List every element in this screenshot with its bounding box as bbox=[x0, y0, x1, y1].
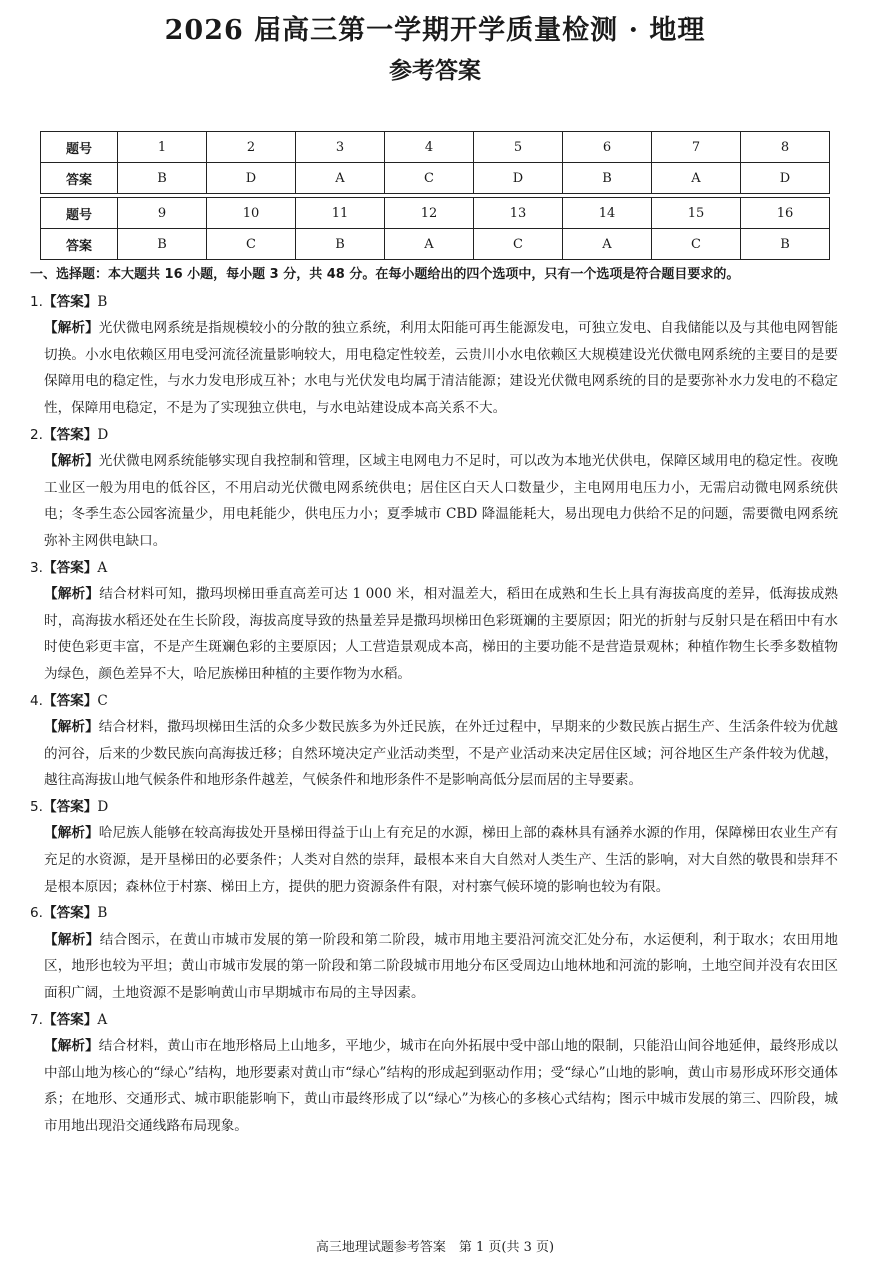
question-number-row-cell: 7 bbox=[652, 132, 741, 163]
question-number-row-cell: 2 bbox=[207, 132, 296, 163]
analysis-tag: 【解析】 bbox=[44, 1038, 99, 1055]
answer-row-cell: C bbox=[652, 229, 741, 260]
question-number-row bbox=[41, 198, 830, 229]
answer-line bbox=[30, 1007, 838, 1034]
question-number-row-cell: 11 bbox=[296, 198, 385, 229]
answer-value: B bbox=[97, 905, 108, 922]
analysis-text: 结合图示，在黄山市城市发展的第一阶段和第二阶段，城市用地主要沿河流交汇处分布，水运便利，利于取水；农田用地区，地形也较为平坦；黄山市城市发展的第一阶段和第二阶段城市用地分布区受周边山地林地和河流的影响，土地空间并没有农田区面积广阔，土地资源不是影响黄山市早期城市布局的主导因素。 bbox=[44, 931, 839, 1002]
answer-line bbox=[30, 422, 838, 449]
answer-tag: 【答案】 bbox=[42, 905, 98, 922]
answer-row-cell: C bbox=[385, 163, 474, 194]
analysis-paragraph bbox=[30, 714, 838, 794]
analysis-tag: 【解析】 bbox=[44, 586, 100, 603]
answer-table-body bbox=[41, 132, 830, 260]
question-number-row-cell: 3 bbox=[296, 132, 385, 163]
answer-value: D bbox=[97, 798, 109, 815]
analysis-text: 结合材料，黄山市在地形格局上山地多，平地少，城市在向外拓展中受中部山地的限制，只能沿山间谷地延伸，最终形成以中部山地为核心的“绿心”结构，地形要素对黄山市“绿心”结构的形成起到驱动作用；受“绿心”山地的影响，黄山市易形成环形交通体系；在地形、交通形式、城市职能影响下，黄山市最终形成了以“绿心”为核心的多核心式结构；图示中城市发展的第三、四阶段，城市用地出现沿交通线路布局现象。 bbox=[44, 1038, 838, 1134]
question-number: 5. bbox=[30, 798, 43, 815]
answer-line bbox=[30, 688, 838, 715]
answer-row-cell: C bbox=[207, 229, 296, 260]
question-number-row-cell: 13 bbox=[474, 198, 563, 229]
answer-tag: 【答案】 bbox=[42, 426, 98, 443]
question-number: 3. bbox=[30, 559, 43, 576]
answer-row-cell: A bbox=[385, 229, 474, 260]
question-number-row-label: 题号 bbox=[41, 132, 118, 163]
answer-row-cell: A bbox=[296, 163, 385, 194]
question-number-row-label: 题号 bbox=[41, 198, 118, 229]
analysis-paragraph bbox=[30, 820, 838, 900]
page-subtitle: 参考答案 bbox=[389, 57, 481, 84]
analysis-tag: 【解析】 bbox=[44, 320, 99, 337]
analysis-text: 光伏微电网系统是指规模较小的分散的独立系统，利用太阳能可再生能源发电，可独立发电、自我储能以及与其他电网智能切换。小水电依赖区用电受河流径流量影响较大，用电稳定性较差，云贵川小水电依赖区大规模建设光伏微电网系统的主要目的是要保障用电的稳定性，与水力发电形成互补；水电与光伏发电均属于清洁能源；建设光伏微电网系统的目的是要弥补水力发电的不稳定性，保障用电稳定，不是为了实现独立供电，与水电站建设成本高关系不大。 bbox=[44, 320, 838, 416]
answer-row-cell: D bbox=[741, 163, 830, 194]
answer-row bbox=[41, 163, 830, 194]
answer-tag: 【答案】 bbox=[42, 293, 98, 310]
question-number: 7. bbox=[30, 1011, 43, 1028]
analysis-paragraph bbox=[30, 927, 838, 1007]
answer-tag: 【答案】 bbox=[42, 692, 98, 709]
analysis-text: 结合材料可知，撒玛坝梯田垂直高差可达 1 000 米，相对温差大，稻田在成熟和生长上具有海拔高度的差异，低海拔成熟时，高海拔水稻还处在生长阶段，海拔高度导致的热量差异是撒玛坝梯田色彩斑斓的主要原因；阳光的折射与反射只是在稻田中有水时使色彩更丰富，不是产生斑斓色彩的主要原因；人工营造景观成本高，梯田的主要功能不是营造景观林；种植作物生长季多数植物为绿色，颜色差异不大，哈尼族梯田种植的主要作物为水稻。 bbox=[44, 586, 838, 682]
answer-value: A bbox=[97, 1011, 108, 1028]
question-number-row-cell: 16 bbox=[741, 198, 830, 229]
answer-row-label: 答案 bbox=[41, 163, 118, 194]
answer-line bbox=[30, 555, 838, 582]
answer-items bbox=[30, 289, 838, 1140]
analysis-paragraph bbox=[30, 315, 838, 421]
answer-value: A bbox=[97, 559, 108, 576]
answer-table bbox=[40, 131, 830, 260]
analysis-paragraph bbox=[30, 581, 838, 687]
question-number-row-cell: 15 bbox=[652, 198, 741, 229]
answer-row-cell: B bbox=[118, 229, 207, 260]
question-number-row-cell: 6 bbox=[563, 132, 652, 163]
question-number: 1. bbox=[30, 293, 43, 310]
answer-row-cell: A bbox=[563, 229, 652, 260]
answer-value: D bbox=[97, 426, 109, 443]
answer-row bbox=[41, 229, 830, 260]
question-number-row bbox=[41, 132, 830, 163]
analysis-tag: 【解析】 bbox=[44, 825, 99, 842]
analysis-paragraph bbox=[30, 448, 838, 554]
answer-row-cell: D bbox=[474, 163, 563, 194]
question-number-row-cell: 10 bbox=[207, 198, 296, 229]
answer-row-cell: D bbox=[207, 163, 296, 194]
answer-row-cell: B bbox=[741, 229, 830, 260]
question-number-row-cell: 14 bbox=[563, 198, 652, 229]
question-number-row-cell: 5 bbox=[474, 132, 563, 163]
answer-row-cell: B bbox=[296, 229, 385, 260]
analysis-text: 结合材料，撒玛坝梯田生活的众多少数民族多为外迁民族，在外迁过程中，早期来的少数民族占据生产、生活条件较为优越的河谷，后来的少数民族向高海拔迁移；自然环境决定产业活动类型，不是产业活动来决定居住区域；河谷地区生产条件较为优越，越往高海拔山地气候条件和地形条件越差，气候条件和地形条件不是影响高低分层而居的主导要素。 bbox=[44, 719, 838, 789]
question-number-row-cell: 8 bbox=[741, 132, 830, 163]
analysis-tag: 【解析】 bbox=[44, 719, 99, 736]
answer-row-cell: C bbox=[474, 229, 563, 260]
analysis-paragraph bbox=[30, 1033, 838, 1139]
question-number: 2. bbox=[30, 426, 43, 443]
analysis-text: 光伏微电网系统能够实现自我控制和管理，区域主电网电力不足时，可以改为本地光伏供电，保障区域用电的稳定性。夜晚工业区一般为用电的低谷区，不用启动光伏微电网系统供电；居住区白天人口数量少，主电网用电压力小，无需启动微电网系统供电；冬季生态公园客流量少，用电耗能少，供电压力小；夏季城市 CBD 降温能耗大，易出现电力供给不足的问题，需要微电网系统弥补主网供电缺口。 bbox=[44, 453, 838, 549]
question-number-row-cell: 12 bbox=[385, 198, 474, 229]
analysis-tag: 【解析】 bbox=[44, 931, 100, 948]
question-number-row-cell: 9 bbox=[118, 198, 207, 229]
question-number-row-cell: 1 bbox=[118, 132, 207, 163]
answer-value: C bbox=[97, 692, 108, 709]
answer-line bbox=[30, 794, 838, 821]
answer-line bbox=[30, 289, 838, 316]
analysis-text: 哈尼族人能够在较高海拔处开垦梯田得益于山上有充足的水源，梯田上部的森林具有涵养水源的作用，保障梯田农业生产有充足的水资源，是开垦梯田的必要条件；人类对自然的崇拜，最根本来自大自然对人类生产、生活的影响，对大自然的敬畏和崇拜不是根本原因；森林位于村寨、梯田上方，提供的肥力资源条件有限，对村寨气候环境的影响也较为有限。 bbox=[44, 825, 838, 895]
analysis-tag: 【解析】 bbox=[44, 453, 99, 470]
question-number: 6. bbox=[30, 905, 43, 922]
answer-tag: 【答案】 bbox=[42, 1011, 98, 1028]
question-number: 4. bbox=[30, 692, 43, 709]
answer-row-cell: B bbox=[118, 163, 207, 194]
answer-line bbox=[30, 900, 838, 927]
question-number-row-cell: 4 bbox=[385, 132, 474, 163]
answer-value: B bbox=[97, 293, 108, 310]
answer-content bbox=[30, 262, 838, 1140]
page-title: 2026 届高三第一学期开学质量检测 · 地理 bbox=[164, 15, 706, 46]
answer-row-label: 答案 bbox=[41, 229, 118, 260]
answer-row-cell: B bbox=[563, 163, 652, 194]
answer-tag: 【答案】 bbox=[42, 798, 98, 815]
answer-row-cell: A bbox=[652, 163, 741, 194]
answer-tag: 【答案】 bbox=[42, 559, 98, 576]
page-footer: 高三地理试题参考答案 第 1 页(共 3 页) bbox=[315, 1240, 555, 1255]
section-heading: 一、选择题：本大题共 16 小题，每小题 3 分，共 48 分。在每小题给出的四个选项中，只有一个选项是符合题目要求的。 bbox=[30, 267, 740, 282]
